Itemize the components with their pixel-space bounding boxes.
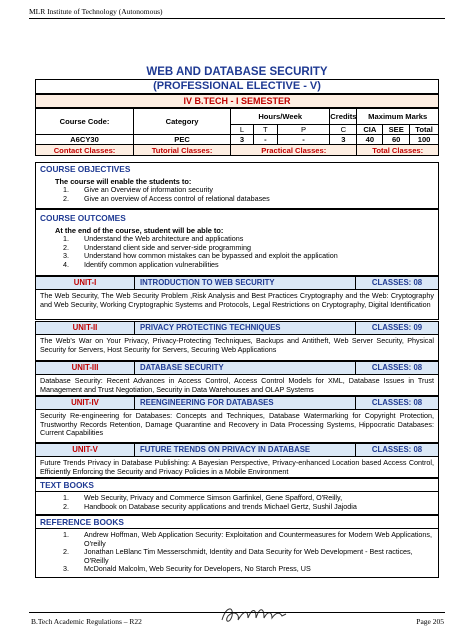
course-outcomes-section (35, 209, 439, 276)
institute-header: MLR Institute of Technology (Autonomous) (29, 7, 163, 16)
t-value: - (253, 135, 277, 145)
total-classes: Total Classes: (357, 145, 439, 156)
elective-box (35, 79, 439, 94)
course-code-value: A6CY30 (36, 135, 134, 145)
list-item: 3. Understand how common mistakes can be bypassed and exploit the application (63, 251, 338, 261)
semester-banner: IV B.TECH - I SEMESTER (35, 94, 439, 108)
outcomes-list (36, 235, 438, 269)
p-header: P (277, 125, 330, 135)
objectives-lead: The course will enable the students to: (55, 177, 192, 186)
unit-classes: CLASSES: 08 (355, 397, 438, 409)
references-heading: REFERENCE BOOKS (40, 517, 124, 527)
list-item: 1. Understand the Web architecture and applications (63, 234, 244, 243)
total-value: 100 (410, 135, 439, 145)
contact-classes: Contact Classes: (36, 145, 134, 156)
unit-number: UNIT-V (36, 444, 135, 456)
unit-header-5 (35, 443, 439, 457)
unit-classes: CLASSES: 08 (355, 444, 438, 456)
course-objectives-section (35, 162, 439, 209)
outcomes-heading: COURSE OUTCOMES (40, 213, 126, 223)
tutorial-classes: Tutorial Classes: (134, 145, 231, 156)
text-books-section (35, 478, 439, 515)
list-item: 4. Identify common application vulnerabilities (63, 259, 219, 269)
signature-mark (218, 602, 290, 628)
unit-number: UNIT-IV (36, 397, 135, 409)
signature (218, 602, 290, 628)
objectives-list (36, 186, 438, 203)
l-value: 3 (231, 135, 254, 145)
unit-title: FUTURE TRENDS ON PRIVACY IN DATABASE (140, 445, 311, 454)
unit-content-3: Database Security: Recent Advances in Access Control, Access Control Models for XML, Database Issues in Trust Management and Trust Negotiation, Security in Data Warehouses and OLAP Systems (35, 375, 439, 396)
textbooks-list (36, 492, 438, 511)
unit-content-2: The Web's War on Your Privacy, Privacy-Protecting Techniques, Backups and Antitheft, Web Server Security, Physical Security for Servers, Host Security for Servers, Securing Web Applications (35, 335, 439, 361)
unit-title: REENGINEERING FOR DATABASES (140, 398, 274, 407)
page-number: Page 205 (416, 617, 444, 626)
unit-header-3 (35, 361, 439, 375)
list-item: 1. Give an Overview of information security (63, 185, 214, 194)
category-header: Category (134, 109, 231, 135)
objectives-heading: COURSE OBJECTIVES (40, 164, 131, 174)
textbooks-heading: TEXT BOOKS (40, 480, 94, 490)
unit-classes: CLASSES: 09 (355, 322, 438, 334)
unit-content-5: Future Trends Privacy in Database Publishing: A Bayesian Perspective, Privacy-enhanced Location based Access Control, Efficiently Enforcing the Security and Privacy Policies in a Mobile Environment (35, 457, 439, 478)
t-header: T (253, 125, 277, 135)
outcomes-lead: At the end of the course, student will be able to: (55, 226, 224, 235)
l-header: L (231, 125, 254, 135)
unit-header-1 (35, 276, 439, 290)
unit-number: UNIT-II (36, 322, 135, 334)
unit-classes: CLASSES: 08 (355, 277, 438, 289)
unit-title: DATABASE SECURITY (140, 363, 224, 372)
hours-header: Hours/Week (231, 109, 330, 125)
marks-header: Maximum Marks (357, 109, 439, 125)
course-title: WEB AND DATABASE SECURITY (146, 66, 328, 78)
unit-number: UNIT-I (36, 277, 135, 289)
unit-title: PRIVACY PROTECTING TECHNIQUES (140, 323, 281, 332)
category-value: PEC (134, 135, 231, 145)
reference-books-section (35, 515, 439, 578)
unit-header-4 (35, 396, 439, 410)
list-item: 2. Give an overview of Access control of relational databases (63, 193, 270, 203)
list-item: 2. Understand client side and server-side programming (63, 242, 251, 252)
see-value: 60 (383, 135, 410, 145)
unit-content-4: Security Re-engineering for Databases: Concepts and Techniques, Database Watermarking for Copyright Protection, Trustworthy Records Retention, Damage Quarantine and Recovery in Data Processing Systems, Hippocratic Databases: Current Capabilities (35, 410, 439, 443)
header-divider (29, 18, 445, 19)
footer-divider (29, 612, 445, 613)
unit-classes: CLASSES: 08 (355, 362, 438, 374)
list-item: 1. Web Security, Privacy and Commerce Simson Garfinkel, Gene Spafford, O'Reilly, (63, 493, 343, 502)
unit-content-1: The Web Security, The Web Security Problem ,Risk Analysis and Best Practices Cryptography and the Web: Cryptography and Web Security, Working Cryptographic Systems and Protocols, Legal Restrictions on Cryptography, Digital Identification (35, 290, 439, 320)
list-item: 1. Andrew Hoffman, Web Application Security: Exploitation and Countermeasures for Modern Web Applications, O'reilly (63, 530, 432, 548)
elective-label: (PROFESSIONAL ELECTIVE - V) (153, 80, 321, 92)
footer-regulations: B.Tech Academic Regulations – R22 (31, 617, 142, 626)
list-item: 2. Jonathan LeBlanc Tim Messerschmidt, Identity and Data Security for Web Development - Best ractices, O'Reilly (63, 547, 413, 565)
references-list (36, 529, 438, 574)
unit-title: INTRODUCTION TO WEB SECURITY (140, 278, 275, 287)
total-header: Total (410, 125, 439, 135)
cia-value: 40 (357, 135, 383, 145)
c-value: 3 (330, 135, 357, 145)
p-value: - (277, 135, 330, 145)
unit-header-2 (35, 321, 439, 335)
course-code-header: Course Code: (36, 109, 134, 135)
list-item: 2. Handbook on Database security applications and trends Michael Gertz, Sushil Jajodia (63, 501, 357, 511)
course-info-table (35, 108, 439, 156)
cia-header: CIA (357, 125, 383, 135)
list-item: 3. McDonald Malcolm, Web Security for Developers, No Starch Press, US (63, 564, 311, 574)
c-header: C (330, 125, 357, 135)
unit-number: UNIT-III (36, 362, 135, 374)
practical-classes: Practical Classes: (231, 145, 357, 156)
credits-header: Credits (330, 109, 357, 125)
see-header: SEE (383, 125, 410, 135)
